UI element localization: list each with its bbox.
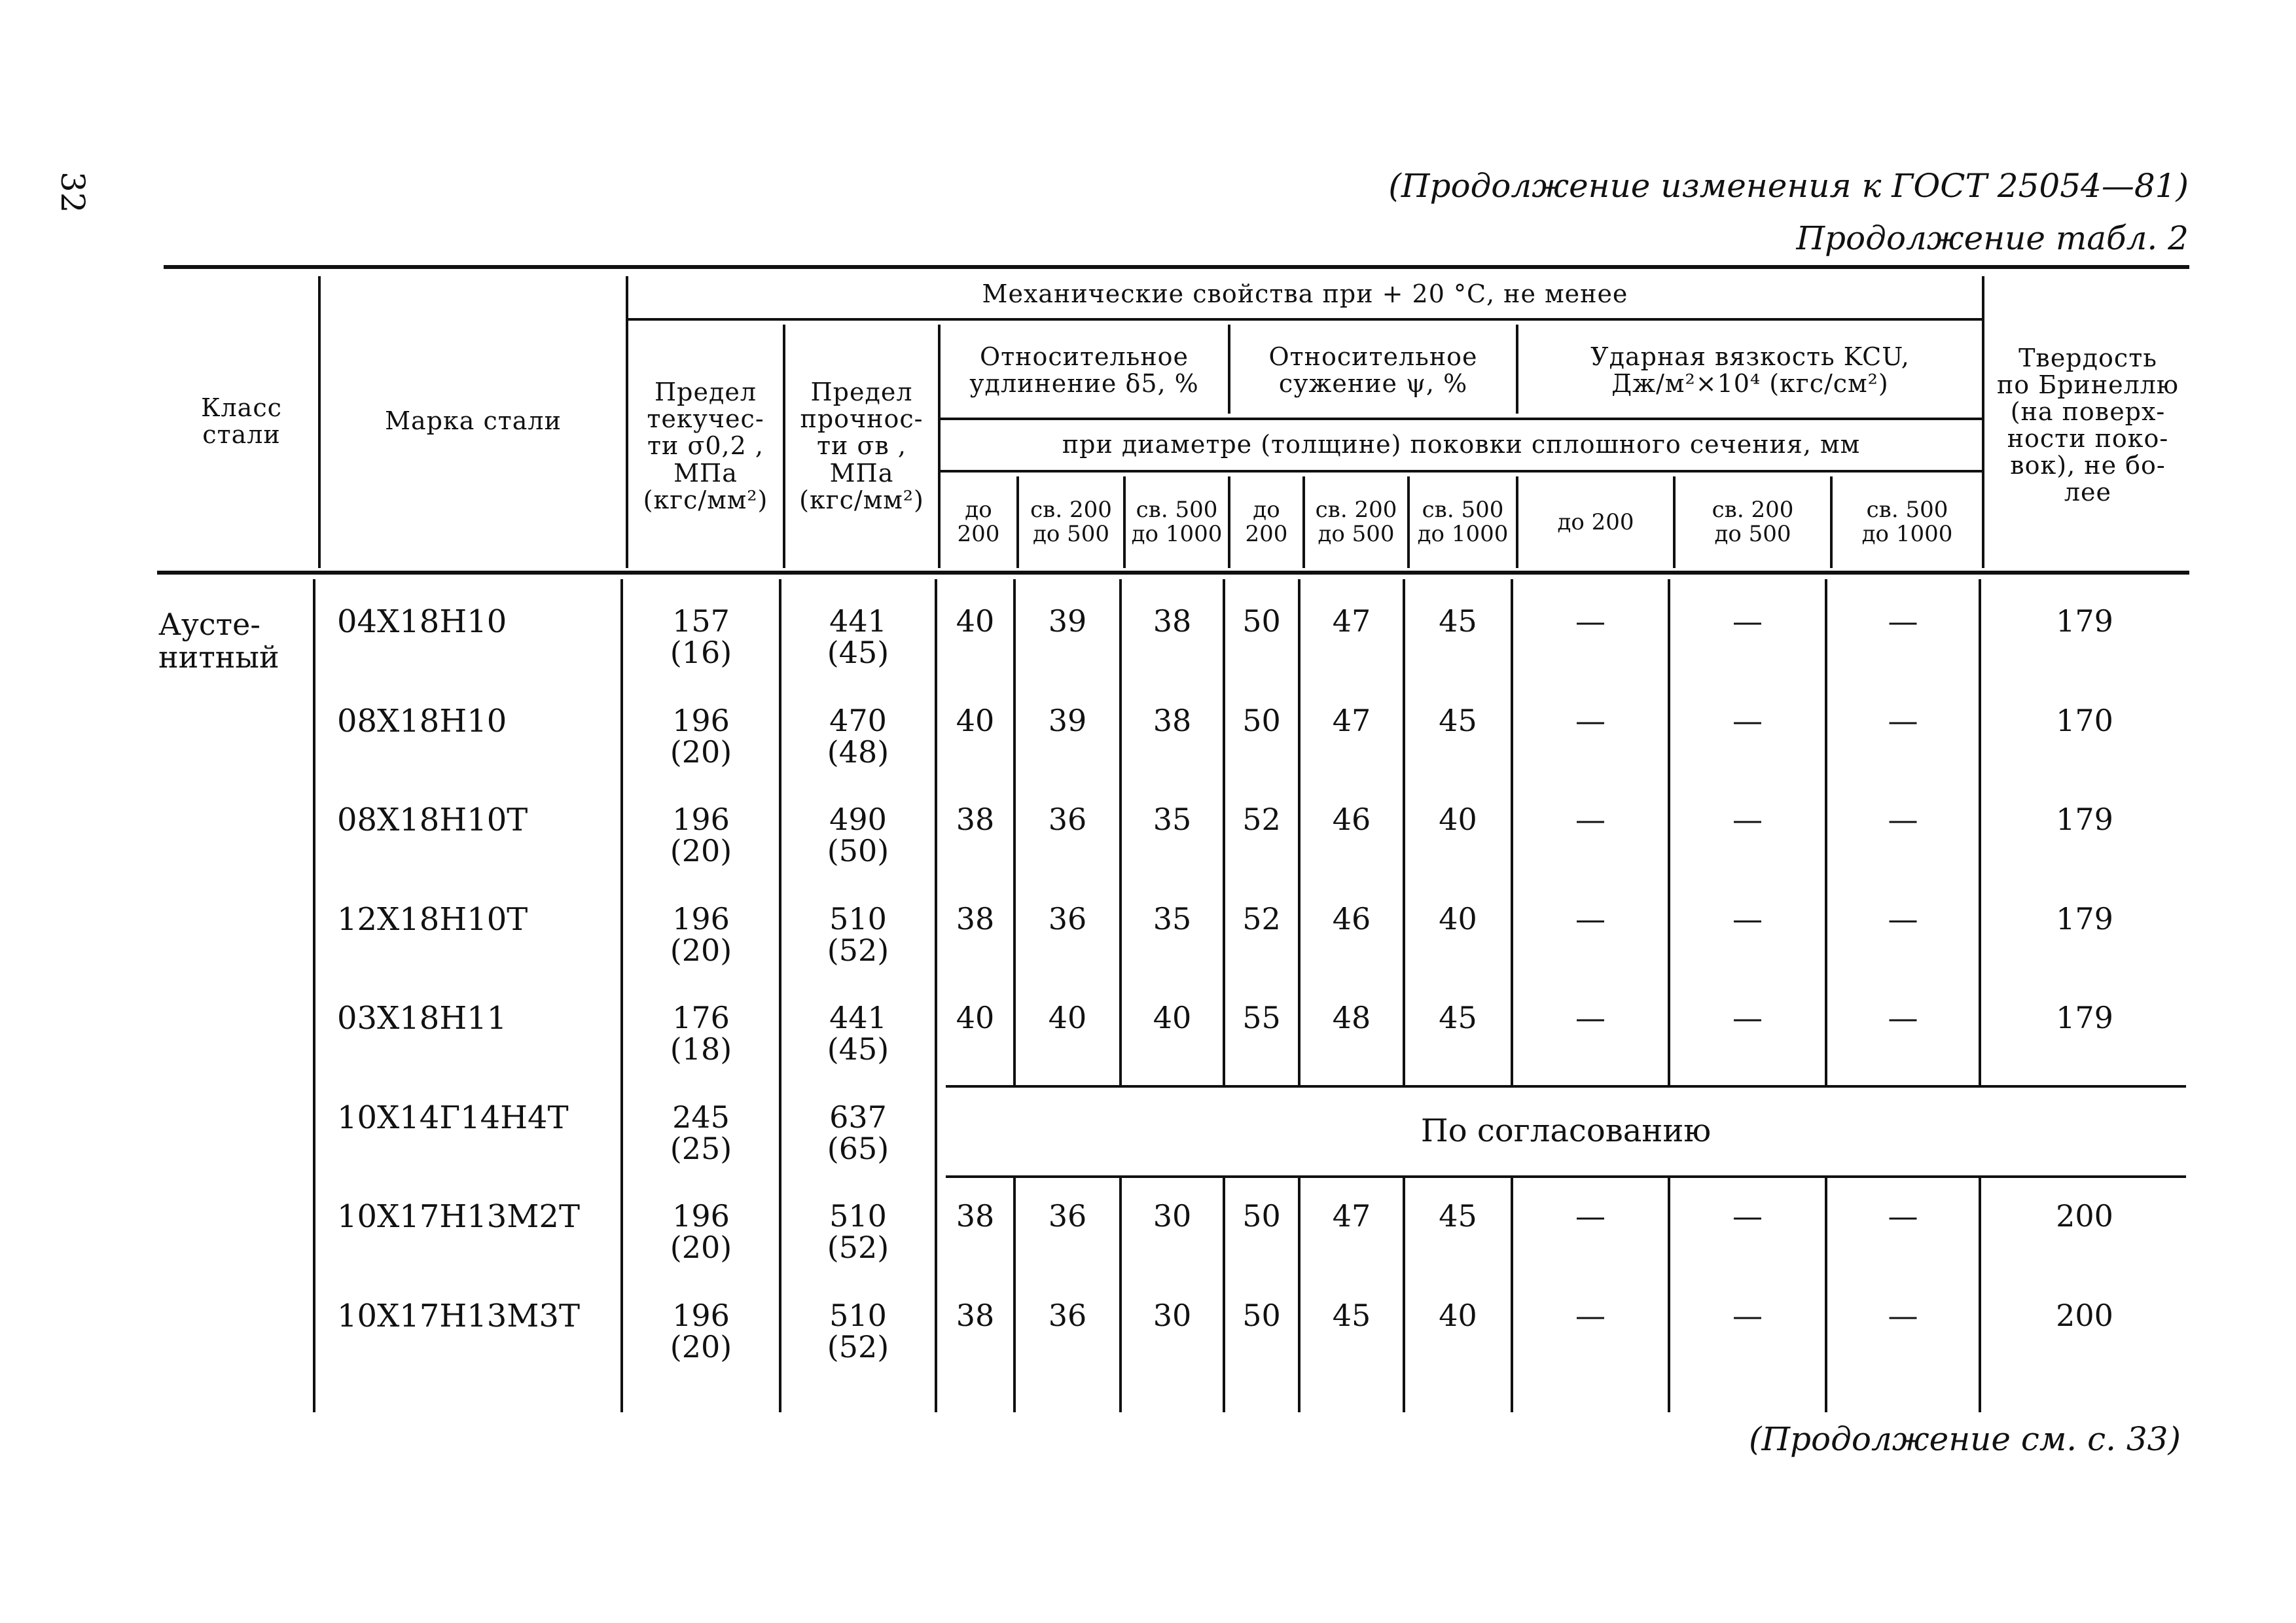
reduction-value: 40 xyxy=(1439,802,1477,837)
hardness-value: 179 xyxy=(2056,1000,2113,1035)
tensile-strength: 470 (48) xyxy=(827,702,889,770)
elongation-value: 40 xyxy=(956,702,995,738)
header-elongation-200-500: св. 200 до 500 xyxy=(1030,497,1112,547)
yield-strength: 196 (20) xyxy=(670,702,732,770)
agreement-cell: По согласованию xyxy=(1420,1113,1712,1150)
header-grade: Марка стали xyxy=(385,406,562,436)
hardness-value: 179 xyxy=(2056,901,2113,936)
reduction-value: 52 xyxy=(1242,901,1281,936)
impact-value: — xyxy=(1888,603,1918,639)
reduction-value: 47 xyxy=(1332,603,1371,639)
header-yield-strength: Предел текучес- ти σ0,2 , МПа (кгс/мм²) xyxy=(643,378,768,514)
yield-strength: 196 (20) xyxy=(670,1198,732,1266)
elongation-value: 40 xyxy=(956,603,995,639)
header-hardness: Твердость по Бринеллю (на поверх- ности поко- вок), не бо- лее xyxy=(1996,343,2179,507)
impact-value: — xyxy=(1888,802,1918,837)
elongation-value: 40 xyxy=(956,1000,995,1035)
tensile-strength: 637 (65) xyxy=(827,1099,889,1166)
table-caption: Продолжение табл. 2 xyxy=(1796,219,2189,257)
reduction-value: 45 xyxy=(1332,1297,1371,1333)
reduction-value: 45 xyxy=(1439,1198,1477,1234)
reduction-value: 50 xyxy=(1242,603,1281,639)
reduction-value: 45 xyxy=(1439,603,1477,639)
impact-value: — xyxy=(1575,1000,1605,1035)
elongation-value: 38 xyxy=(956,802,995,837)
header-impact-toughness: Ударная вязкость KCU, Дж/м²×10⁴ (кгс/см²) xyxy=(1590,342,1910,398)
impact-value: — xyxy=(1575,1198,1605,1234)
yield-strength: 176 (18) xyxy=(670,1000,732,1067)
impact-value: — xyxy=(1732,802,1763,837)
header-elongation-500-1000: св. 500 до 1000 xyxy=(1131,497,1223,547)
elongation-value: 40 xyxy=(1048,1000,1087,1035)
yield-strength: 196 (20) xyxy=(670,1297,732,1364)
header-class: Класс стали xyxy=(201,393,282,449)
continuation-note: (Продолжение см. с. 33) xyxy=(1748,1420,2181,1458)
elongation-value: 39 xyxy=(1048,603,1087,639)
header-reduction: Относительное сужение ψ, % xyxy=(1268,342,1478,398)
header-reduction-500-1000: св. 500 до 1000 xyxy=(1417,497,1509,547)
steel-grade: 10Х17Н13М3Т xyxy=(337,1297,580,1334)
hardness-value: 179 xyxy=(2056,603,2113,639)
impact-value: — xyxy=(1575,901,1605,936)
elongation-value: 38 xyxy=(1153,702,1192,738)
steel-grade: 12Х18Н10Т xyxy=(337,901,528,938)
reduction-value: 45 xyxy=(1439,1000,1477,1035)
impact-value: — xyxy=(1732,1297,1763,1333)
header-reduction-200-500: св. 200 до 500 xyxy=(1315,497,1397,547)
impact-value: — xyxy=(1575,802,1605,837)
elongation-value: 35 xyxy=(1153,802,1192,837)
tensile-strength: 510 (52) xyxy=(827,901,889,968)
impact-value: — xyxy=(1888,1000,1918,1035)
elongation-value: 38 xyxy=(1153,603,1192,639)
header-tensile-strength: Предел прочнос- ти σв , МПа (кгс/мм²) xyxy=(799,378,924,514)
impact-value: — xyxy=(1888,901,1918,936)
reduction-value: 55 xyxy=(1242,1000,1281,1035)
yield-strength: 196 (20) xyxy=(670,901,732,968)
elongation-value: 36 xyxy=(1048,1297,1087,1333)
impact-value: — xyxy=(1732,1198,1763,1234)
impact-value: — xyxy=(1732,901,1763,936)
reduction-value: 40 xyxy=(1439,901,1477,936)
hardness-value: 170 xyxy=(2056,702,2113,738)
impact-value: — xyxy=(1732,702,1763,738)
elongation-value: 38 xyxy=(956,1297,995,1333)
reduction-value: 50 xyxy=(1242,702,1281,738)
yield-strength: 245 (25) xyxy=(670,1099,732,1166)
elongation-value: 30 xyxy=(1153,1198,1192,1234)
elongation-value: 35 xyxy=(1153,901,1192,936)
header-elongation-up-to-200: до 200 xyxy=(957,497,1000,547)
elongation-value: 39 xyxy=(1048,702,1087,738)
tensile-strength: 441 (45) xyxy=(827,1000,889,1067)
steel-grade: 08Х18Н10 xyxy=(337,702,507,740)
yield-strength: 157 (16) xyxy=(670,603,732,671)
tensile-strength: 441 (45) xyxy=(827,603,889,671)
impact-value: — xyxy=(1888,702,1918,738)
reduction-value: 46 xyxy=(1332,901,1371,936)
steel-grade: 04Х18Н10 xyxy=(337,603,507,640)
tensile-strength: 510 (52) xyxy=(827,1297,889,1364)
tensile-strength: 510 (52) xyxy=(827,1198,889,1266)
reduction-value: 45 xyxy=(1439,702,1477,738)
header-diameter: при диаметре (толщине) поковки сплошного сечения, мм xyxy=(1062,430,1861,459)
elongation-value: 30 xyxy=(1153,1297,1192,1333)
elongation-value: 36 xyxy=(1048,901,1087,936)
impact-value: — xyxy=(1888,1297,1918,1333)
hardness-value: 200 xyxy=(2056,1198,2113,1234)
hardness-value: 200 xyxy=(2056,1297,2113,1333)
elongation-value: 38 xyxy=(956,901,995,936)
steel-grade: 10Х17Н13М2Т xyxy=(337,1198,580,1235)
steel-grade: 08Х18Н10Т xyxy=(337,802,528,838)
tensile-strength: 490 (50) xyxy=(827,802,889,869)
page-number: 32 xyxy=(54,171,92,213)
elongation-value: 36 xyxy=(1048,1198,1087,1234)
reduction-value: 47 xyxy=(1332,702,1371,738)
reduction-value: 52 xyxy=(1242,802,1281,837)
elongation-value: 38 xyxy=(956,1198,995,1234)
impact-value: — xyxy=(1732,1000,1763,1035)
reduction-value: 40 xyxy=(1439,1297,1477,1333)
header-impact-up-to-200: до 200 xyxy=(1557,508,1634,535)
header-impact-200-500: св. 200 до 500 xyxy=(1712,497,1794,547)
header-mechanical-properties: Механические свойства при + 20 °С, не менее xyxy=(982,279,1628,309)
reduction-value: 48 xyxy=(1332,1000,1371,1035)
header-elongation: Относительное удлинение δ5, % xyxy=(969,342,1199,398)
header-reduction-up-to-200: до 200 xyxy=(1245,497,1288,547)
running-head: (Продолжение изменения к ГОСТ 25054—81) xyxy=(1388,167,2189,205)
yield-strength: 196 (20) xyxy=(670,802,732,869)
impact-value: — xyxy=(1575,702,1605,738)
header-impact-500-1000: св. 500 до 1000 xyxy=(1861,497,1953,547)
elongation-value: 36 xyxy=(1048,802,1087,837)
impact-value: — xyxy=(1575,1297,1605,1333)
reduction-value: 50 xyxy=(1242,1198,1281,1234)
impact-value: — xyxy=(1888,1198,1918,1234)
reduction-value: 46 xyxy=(1332,802,1371,837)
steel-class: Аусте- нитный xyxy=(158,607,279,675)
reduction-value: 47 xyxy=(1332,1198,1371,1234)
hardness-value: 179 xyxy=(2056,802,2113,837)
reduction-value: 50 xyxy=(1242,1297,1281,1333)
impact-value: — xyxy=(1732,603,1763,639)
steel-grade: 03Х18Н11 xyxy=(337,1000,507,1037)
elongation-value: 40 xyxy=(1153,1000,1192,1035)
impact-value: — xyxy=(1575,603,1605,639)
steel-grade: 10Х14Г14Н4Т xyxy=(337,1099,569,1136)
